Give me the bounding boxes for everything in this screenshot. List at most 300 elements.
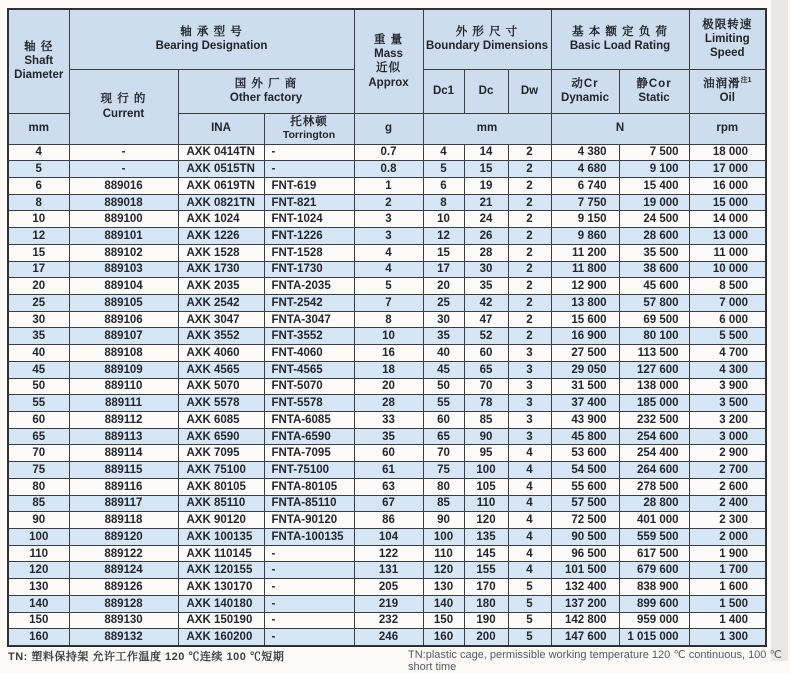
cell-current: 889105	[69, 294, 178, 311]
cell-dc: 110	[464, 495, 508, 512]
cell-dw: 2	[508, 228, 551, 245]
cell-shaft: 45	[8, 361, 69, 378]
cell-dc: 90	[464, 428, 508, 445]
cell-dc1: 85	[423, 495, 464, 512]
cell-dc1: 110	[423, 545, 464, 562]
cell-dynamic: 45 800	[551, 428, 619, 445]
cell-dw: 5	[508, 629, 551, 646]
table-header	[8, 9, 766, 144]
cell-dw: 2	[508, 244, 551, 261]
cell-current: 889132	[69, 629, 178, 646]
cell-shaft: 5	[8, 161, 69, 178]
cell-static: 80 100	[619, 328, 689, 345]
cell-shaft: 80	[8, 478, 69, 495]
cell-dw: 2	[508, 144, 551, 161]
cell-dw: 5	[508, 595, 551, 612]
cell-dynamic: 4 680	[551, 161, 619, 178]
cell-dc: 78	[464, 395, 508, 412]
cell-dynamic: 132 400	[551, 579, 619, 596]
cell-oil: 4 700	[689, 345, 766, 362]
cell-static: 35 500	[619, 244, 689, 261]
cell-mass: 205	[354, 579, 423, 596]
cell-ina: AXK 5578	[178, 395, 264, 412]
cell-shaft: 25	[8, 294, 69, 311]
cell-shaft: 4	[8, 144, 69, 161]
table-row	[8, 545, 766, 562]
cell-shaft: 35	[8, 328, 69, 345]
cell-static: 127 600	[619, 361, 689, 378]
cell-dc: 26	[464, 228, 508, 245]
cell-dynamic: 4 380	[551, 144, 619, 161]
unit-shaft-mm: mm	[8, 113, 69, 144]
cell-dynamic: 7 750	[551, 194, 619, 211]
cell-shaft: 130	[8, 579, 69, 596]
cell-ina: AXK 1226	[178, 228, 264, 245]
table-row	[8, 161, 766, 178]
cell-oil: 3 000	[689, 428, 766, 445]
cell-dw: 5	[508, 579, 551, 596]
cell-ina: AXK 7095	[178, 445, 264, 462]
cell-dc: 100	[464, 462, 508, 479]
cell-torrington: FNT-3552	[264, 328, 354, 345]
cell-dynamic: 101 500	[551, 562, 619, 579]
cell-shaft: 55	[8, 395, 69, 412]
cell-static: 254 600	[619, 428, 689, 445]
cell-dc1: 35	[423, 328, 464, 345]
cell-static: 69 500	[619, 311, 689, 328]
cell-ina: AXK 0619TN	[178, 177, 264, 194]
unit-speed-rpm: rpm	[689, 113, 766, 144]
cell-dynamic: 9 860	[551, 228, 619, 245]
cell-current: 889111	[69, 395, 178, 412]
cell-torrington: FNT-1528	[264, 244, 354, 261]
cell-dw: 2	[508, 177, 551, 194]
table-row	[8, 595, 766, 612]
cell-mass: 122	[354, 545, 423, 562]
cell-static: 617 500	[619, 545, 689, 562]
cell-dc: 19	[464, 177, 508, 194]
cell-dynamic: 90 500	[551, 529, 619, 546]
header-dynamic: 动Cr Dynamic	[551, 69, 619, 113]
cell-torrington: -	[264, 579, 354, 596]
cell-torrington: FNT-821	[264, 194, 354, 211]
table-row	[8, 395, 766, 412]
cell-current: 889110	[69, 378, 178, 395]
cell-dc1: 140	[423, 595, 464, 612]
cell-dc: 170	[464, 579, 508, 596]
cell-dc: 120	[464, 512, 508, 529]
cell-torrington: FNTA-7095	[264, 445, 354, 462]
cell-mass: 8	[354, 311, 423, 328]
footnote-left: TN: 塑料保持架 允许工作温度 120 ℃连续 100 ℃短期	[8, 651, 285, 663]
header-col-dc: Dc	[464, 69, 508, 113]
header-boundary-dimensions: 外 形 尺 寸 Boundary Dimensions	[423, 9, 551, 69]
cell-dynamic: 13 800	[551, 294, 619, 311]
cell-torrington: FNT-1024	[264, 211, 354, 228]
cell-static: 959 000	[619, 612, 689, 629]
table-row	[8, 512, 766, 529]
cell-dc: 21	[464, 194, 508, 211]
cell-ina: AXK 4565	[178, 361, 264, 378]
cell-dc: 15	[464, 161, 508, 178]
cell-current: 889102	[69, 244, 178, 261]
unit-load-n: N	[551, 113, 689, 144]
cell-current: 889018	[69, 194, 178, 211]
cell-shaft: 120	[8, 562, 69, 579]
table-row	[8, 579, 766, 596]
cell-dynamic: 147 600	[551, 629, 619, 646]
table-row	[8, 177, 766, 194]
table-row	[8, 495, 766, 512]
cell-dw: 4	[508, 562, 551, 579]
cell-mass: 104	[354, 529, 423, 546]
cell-dw: 2	[508, 211, 551, 228]
cell-dc1: 25	[423, 294, 464, 311]
cell-dw: 2	[508, 278, 551, 295]
table-row	[8, 462, 766, 479]
cell-dynamic: 54 500	[551, 462, 619, 479]
cell-dw: 2	[508, 328, 551, 345]
cell-shaft: 30	[8, 311, 69, 328]
cell-dw: 3	[508, 361, 551, 378]
cell-dc1: 17	[423, 261, 464, 278]
unit-mass-g: g	[354, 113, 423, 144]
cell-ina: AXK 160200	[178, 629, 264, 646]
cell-shaft: 8	[8, 194, 69, 211]
cell-current: 889016	[69, 177, 178, 194]
cell-current: 889108	[69, 345, 178, 362]
cell-static: 254 400	[619, 445, 689, 462]
cell-dc: 35	[464, 278, 508, 295]
cell-dc1: 75	[423, 462, 464, 479]
cell-shaft: 85	[8, 495, 69, 512]
cell-static: 838 900	[619, 579, 689, 596]
cell-mass: 67	[354, 495, 423, 512]
cell-current: 889112	[69, 412, 178, 429]
table-row	[8, 328, 766, 345]
cell-dynamic: 16 900	[551, 328, 619, 345]
cell-dc1: 15	[423, 244, 464, 261]
cell-mass: 20	[354, 378, 423, 395]
cell-shaft: 17	[8, 261, 69, 278]
header-oil: 油润滑$^{注1}$ Oil	[689, 69, 766, 113]
cell-oil: 3 900	[689, 378, 766, 395]
cell-oil: 2 600	[689, 478, 766, 495]
cell-torrington: -	[264, 161, 354, 178]
header-shaft-zh: 轴 径	[24, 40, 54, 53]
cell-oil: 5 500	[689, 328, 766, 345]
cell-current: 889101	[69, 228, 178, 245]
cell-dc1: 100	[423, 529, 464, 546]
cell-ina: AXK 4060	[178, 345, 264, 362]
table-row	[8, 144, 766, 161]
cell-dc1: 50	[423, 378, 464, 395]
unit-dimensions-mm: mm	[423, 113, 551, 144]
cell-current: 889107	[69, 328, 178, 345]
cell-dynamic: 43 900	[551, 412, 619, 429]
cell-dc: 135	[464, 529, 508, 546]
cell-dc1: 60	[423, 412, 464, 429]
cell-oil: 3 500	[689, 395, 766, 412]
cell-torrington: FNT-1226	[264, 228, 354, 245]
cell-torrington: -	[264, 629, 354, 646]
cell-dynamic: 9 150	[551, 211, 619, 228]
table-row	[8, 529, 766, 546]
cell-current: 889104	[69, 278, 178, 295]
cell-torrington: -	[264, 562, 354, 579]
cell-torrington: FNTA-3047	[264, 311, 354, 328]
cell-shaft: 50	[8, 378, 69, 395]
cell-oil: 1 600	[689, 579, 766, 596]
cell-ina: AXK 0515TN	[178, 161, 264, 178]
header-bearing-designation: 轴 承 型 号 Bearing Designation	[69, 9, 354, 69]
cell-dc1: 150	[423, 612, 464, 629]
cell-torrington: FNT-2542	[264, 294, 354, 311]
cell-dc: 70	[464, 378, 508, 395]
cell-static: 28 600	[619, 228, 689, 245]
cell-static: 185 000	[619, 395, 689, 412]
cell-mass: 35	[354, 428, 423, 445]
cell-current: 889118	[69, 512, 178, 529]
cell-ina: AXK 5070	[178, 378, 264, 395]
cell-torrington: FNTA-90120	[264, 512, 354, 529]
cell-mass: 61	[354, 462, 423, 479]
cell-torrington: -	[264, 612, 354, 629]
cell-oil: 2 400	[689, 495, 766, 512]
cell-oil: 17 000	[689, 161, 766, 178]
table-row	[8, 478, 766, 495]
cell-dc1: 120	[423, 562, 464, 579]
header-other-factory: 国 外 厂 商 Other factory	[178, 69, 354, 113]
cell-oil: 10 000	[689, 261, 766, 278]
cell-ina: AXK 3552	[178, 328, 264, 345]
cell-dynamic: 53 600	[551, 445, 619, 462]
cell-dynamic: 57 500	[551, 495, 619, 512]
cell-shaft: 10	[8, 211, 69, 228]
cell-mass: 219	[354, 595, 423, 612]
scan-edge-strip	[771, 0, 788, 661]
header-shaft-diameter	[8, 9, 69, 113]
table-row	[8, 612, 766, 629]
cell-ina: AXK 85110	[178, 495, 264, 512]
cell-ina: AXK 1024	[178, 211, 264, 228]
cell-oil: 11 000	[689, 244, 766, 261]
cell-dynamic: 72 500	[551, 512, 619, 529]
cell-mass: 3	[354, 211, 423, 228]
cell-mass: 4	[354, 261, 423, 278]
table-row	[8, 378, 766, 395]
cell-current: 889124	[69, 562, 178, 579]
cell-shaft: 75	[8, 462, 69, 479]
cell-torrington: FNTA-100135	[264, 529, 354, 546]
cell-shaft: 6	[8, 177, 69, 194]
cell-dc: 52	[464, 328, 508, 345]
cell-dw: 4	[508, 512, 551, 529]
cell-shaft: 140	[8, 595, 69, 612]
cell-dc1: 130	[423, 579, 464, 596]
cell-dw: 4	[508, 462, 551, 479]
cell-dynamic: 6 740	[551, 177, 619, 194]
cell-torrington: FNTA-6085	[264, 412, 354, 429]
cell-torrington: FNT-1730	[264, 261, 354, 278]
cell-ina: AXK 1730	[178, 261, 264, 278]
header-basic-load-rating: 基 本 额 定 负 荷 Basic Load Rating	[551, 9, 689, 69]
cell-mass: 33	[354, 412, 423, 429]
cell-shaft: 70	[8, 445, 69, 462]
table-row	[8, 445, 766, 462]
cell-dc: 95	[464, 445, 508, 462]
cell-ina: AXK 1528	[178, 244, 264, 261]
cell-torrington: FNT-4060	[264, 345, 354, 362]
cell-current: 889128	[69, 595, 178, 612]
cell-mass: 5	[354, 278, 423, 295]
cell-mass: 232	[354, 612, 423, 629]
cell-torrington: FNTA-85110	[264, 495, 354, 512]
cell-dc: 47	[464, 311, 508, 328]
header-col-dc1: Dc1	[423, 69, 464, 113]
cell-shaft: 20	[8, 278, 69, 295]
cell-torrington: -	[264, 595, 354, 612]
cell-dc1: 30	[423, 311, 464, 328]
cell-static: 278 500	[619, 478, 689, 495]
cell-static: 113 500	[619, 345, 689, 362]
cell-oil: 2 300	[689, 512, 766, 529]
cell-current: 889116	[69, 478, 178, 495]
cell-current: -	[69, 144, 178, 161]
cell-oil: 2 700	[689, 462, 766, 479]
footnote-right: TN:plastic cage, permissible working temperature 120 ℃ continuous, 100 ℃ short time	[408, 649, 782, 673]
cell-oil: 13 000	[689, 228, 766, 245]
cell-dynamic: 137 200	[551, 595, 619, 612]
cell-current: 889113	[69, 428, 178, 445]
cell-mass: 18	[354, 361, 423, 378]
cell-dw: 2	[508, 194, 551, 211]
cell-dynamic: 96 500	[551, 545, 619, 562]
cell-dc1: 90	[423, 512, 464, 529]
cell-ina: AXK 110145	[178, 545, 264, 562]
cell-dw: 4	[508, 545, 551, 562]
cell-static: 57 800	[619, 294, 689, 311]
cell-shaft: 65	[8, 428, 69, 445]
cell-oil: 2 000	[689, 529, 766, 546]
cell-oil: 8 500	[689, 278, 766, 295]
cell-oil: 15 000	[689, 194, 766, 211]
table-row	[8, 294, 766, 311]
cell-oil: 6 000	[689, 311, 766, 328]
cell-current: 889100	[69, 211, 178, 228]
cell-mass: 7	[354, 294, 423, 311]
cell-dw: 2	[508, 261, 551, 278]
cell-current: 889109	[69, 361, 178, 378]
cell-oil: 1 300	[689, 629, 766, 646]
cell-dc: 180	[464, 595, 508, 612]
cell-shaft: 40	[8, 345, 69, 362]
cell-dynamic: 142 800	[551, 612, 619, 629]
cell-dw: 4	[508, 529, 551, 546]
cell-torrington: FNT-75100	[264, 462, 354, 479]
header-col-dw: Dw	[508, 69, 551, 113]
cell-dc: 200	[464, 629, 508, 646]
cell-oil: 1 400	[689, 612, 766, 629]
header-shaft-en1: Shaft	[24, 55, 54, 68]
header-current: 现 行 的 Current	[69, 69, 178, 144]
cell-mass: 2	[354, 194, 423, 211]
cell-torrington: FNTA-2035	[264, 278, 354, 295]
cell-static: 264 600	[619, 462, 689, 479]
cell-ina: AXK 0821TN	[178, 194, 264, 211]
cell-dc: 190	[464, 612, 508, 629]
cell-ina: AXK 6085	[178, 412, 264, 429]
cell-dw: 2	[508, 311, 551, 328]
cell-static: 401 000	[619, 512, 689, 529]
table-row	[8, 412, 766, 429]
cell-dw: 4	[508, 445, 551, 462]
table-row	[8, 562, 766, 579]
cell-dw: 5	[508, 612, 551, 629]
cell-mass: 28	[354, 395, 423, 412]
cell-dc: 14	[464, 144, 508, 161]
header-mass-approx: 重 量 Mass 近似 Approx	[354, 9, 423, 113]
bearing-specification-table	[7, 8, 767, 647]
cell-torrington: FNT-5070	[264, 378, 354, 395]
cell-mass: 86	[354, 512, 423, 529]
cell-dc1: 12	[423, 228, 464, 245]
cell-torrington: FNT-5578	[264, 395, 354, 412]
cell-oil: 7 000	[689, 294, 766, 311]
cell-current: 889106	[69, 311, 178, 328]
cell-static: 559 500	[619, 529, 689, 546]
cell-mass: 63	[354, 478, 423, 495]
cell-dc1: 5	[423, 161, 464, 178]
cell-shaft: 110	[8, 545, 69, 562]
cell-dynamic: 29 050	[551, 361, 619, 378]
cell-dc1: 45	[423, 361, 464, 378]
cell-oil: 3 200	[689, 412, 766, 429]
table-row	[8, 228, 766, 245]
cell-ina: AXK 6590	[178, 428, 264, 445]
cell-shaft: 100	[8, 529, 69, 546]
cell-mass: 0.8	[354, 161, 423, 178]
cell-ina: AXK 100135	[178, 529, 264, 546]
cell-current: 889130	[69, 612, 178, 629]
cell-oil: 16 000	[689, 177, 766, 194]
cell-current: 889120	[69, 529, 178, 546]
cell-ina: AXK 2542	[178, 294, 264, 311]
cell-static: 138 000	[619, 378, 689, 395]
table-row	[8, 244, 766, 261]
cell-static: 7 500	[619, 144, 689, 161]
cell-current: 889103	[69, 261, 178, 278]
cell-dc1: 70	[423, 445, 464, 462]
cell-static: 19 000	[619, 194, 689, 211]
cell-dynamic: 37 400	[551, 395, 619, 412]
cell-dw: 2	[508, 161, 551, 178]
cell-dc: 105	[464, 478, 508, 495]
cell-ina: AXK 80105	[178, 478, 264, 495]
cell-dc1: 160	[423, 629, 464, 646]
header-ina: INA	[178, 113, 264, 144]
cell-mass: 3	[354, 228, 423, 245]
cell-dynamic: 31 500	[551, 378, 619, 395]
cell-oil: 1 700	[689, 562, 766, 579]
cell-dc: 42	[464, 294, 508, 311]
cell-current: 889115	[69, 462, 178, 479]
cell-torrington: FNTA-6590	[264, 428, 354, 445]
table-row	[8, 211, 766, 228]
cell-static: 1 015 000	[619, 629, 689, 646]
header-static: 静Cor Static	[619, 69, 689, 113]
cell-static: 15 400	[619, 177, 689, 194]
